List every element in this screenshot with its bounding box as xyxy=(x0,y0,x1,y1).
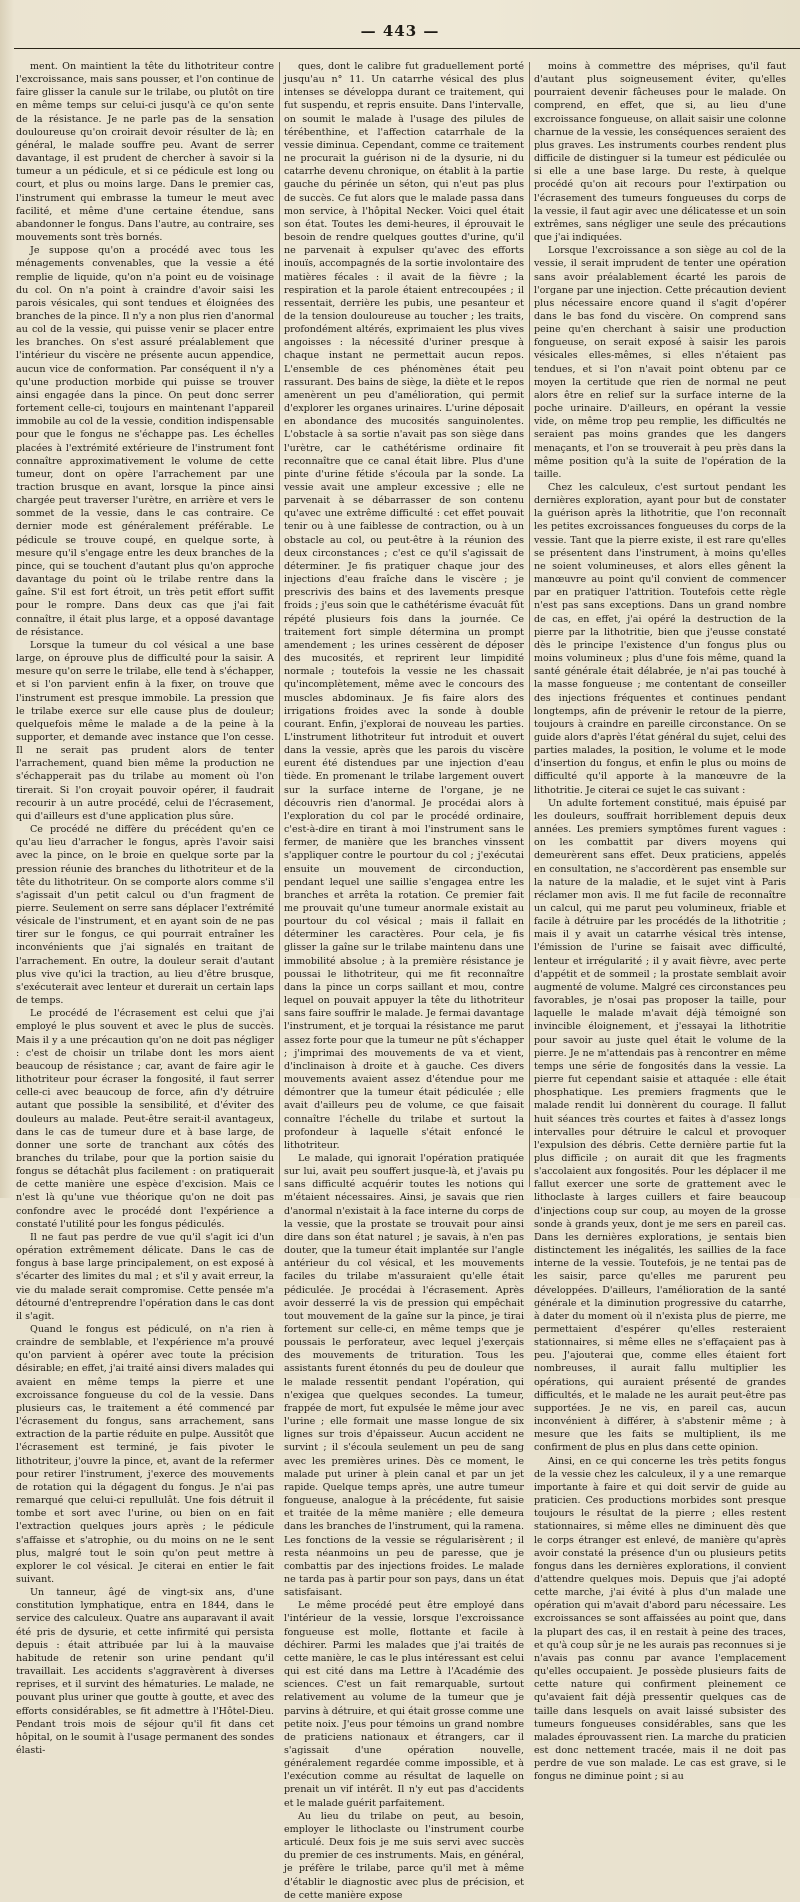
paragraph: Ainsi, en ce qui concerne les très petits fongus de la vessie chez les calculeux, il y a une remarque importante à faire et qui doit servir de guide au praticien. Ces productions morbides sont presque toujours le résultat de la pierre ; elles restent stationnaires, si même elles ne diminuent dès que le corps étranger est enlevé, de manière qu'après avoir constaté la présence d'un ou plusieurs petits fongus dans les dernières explorations, il convient d'attendre quelques mois. Depuis que j'ai adopté cette marche, j'ai évité à plus d'un malade une opération qui m'avait d'abord paru nécessaire. Les excroissances se sont affaissées au point que, dans la plupart des cas, il en restait à peine des traces, et qu'à coup sûr je ne les aurais pas reconnues si je n'avais pas connu par avance l'emplacement qu'elles occupaient. Je possède plusieurs faits de cette nature qui confirment pleinement ce qu'avaient fait déjà pressentir quelques cas de taille dans lesquels on avait laissé subsister des tumeurs fongueuses considérables, sans que les malades éprouvassent rien. La marche du praticien est donc nettement tracée, mais il ne doit pas perdre de vue son malade. Le cas est grave, si le fongus ne diminue point ; si au xyxy=(534,1455,786,1783)
column-divider xyxy=(279,62,280,1187)
paragraph: Chez les calculeux, c'est surtout pendant les dernières exploration, ayant pour but de constater la guérison après la lithotritie, que l'on reconnaît les petites excroissances fongueuses du corps de la vessie. Tant que la pierre existe, il est rare qu'elles se présentent dans l'instrument, à moins qu'elles ne soient volumineuses, et alors elles gênent la manœuvre au point qu'il convient de commencer par en pratiquer l'attrition. Toutefois cette règle n'est pas sans exceptions. Dans un grand nombre de cas, en effet, j'ai opéré la destruction de la pierre par la lithotritie, bien que j'eusse constaté dès le principe l'existence d'un fongus plus ou moins volumineux ; plus d'une fois même, quand la santé générale était délabrée, je n'ai pas touché à la masse fongueuse ; me contentant de conseiller des injections fréquentes et continues pendant longtemps, afin de prévenir le retour de la pierre, toujours à craindre en pareille circonstance. On se guide alors d'après l'état général du sujet, celui des parties malades, la position, le volume et le mode d'insertion du fongus, et enfin le plus ou moins de difficulté qu'il apporte à la manœuvre de la lithotritie. Je citerai ce sujet le cas suivant : xyxy=(534,482,786,796)
paragraph: Le malade, qui ignorait l'opération pratiquée sur lui, avait peu souffert jusque-là, et j'avais pu sans difficulté acquérir toutes les notions qui m'étaient nécessaires. Ainsi, je savais que rien d'anormal n'existait à la face interne du corps de la vessie, que la prostate se trouvait pour ainsi dire dans son état naturel ; je savais, à n'en pas douter, que la tumeur était implantée sur l'angle antérieur du col vésical, et les mouvements faciles du trilabe m'assuraient qu'elle était pédiculée. Je procédai à l'écrasement. Après avoir desserré la vis de pression qui empêchait tout mouvement de la gaîne sur la pince, je tirai fortement sur celle-ci, en même temps que je poussais le perforateur, avec lequel j'exerçais des mouvements de trituration. Tous les assistants furent étonnés du peu de douleur que le malade ressentit pendant l'opération, qui n'exigea que quelques secondes. La tumeur, frappée de mort, fut expulsée le même jour avec l'urine ; elle formait une masse longue de six lignes sur trois d'épaisseur. Aucun accident ne survint ; il s'écoula seulement un peu de sang avec les premières urines. Dès ce moment, le malade put uriner à plein canal et par un jet rapide. Quelque temps après, une autre tumeur fongueuse, analogue à la précédente, fut saisie et traitée de la même manière ; elle demeura dans les branches de l'instrument, qui la ramena. Les fonctions de la vessie se régularisèrent ; il resta néanmoins un peu de paresse, que je combattis par des injections froides. Le malade ne tarda pas à partir pour son pays, dans un état satisfaisant. xyxy=(284,1152,524,1599)
paragraph: Un adulte fortement constitué, mais épuisé par les douleurs, souffrait horriblement depuis deux années. Les premiers symptômes furent vagues : on les combattit par divers moyens qui demeurèrent sans effet. Deux praticiens, appelés en consultation, ne s'accordèrent pas ensemble sur la nature de la maladie, et le sujet vint à Paris réclamer mon avis. Il me fut facile de reconnaître un calcul, qui me parut peu volumineux, friable et facile à détruire par les procédés de la lithotritie ; mais il y avait un catarrhe vésical très intense, l'émission de l'urine se faisait avec difficulté, lenteur et irrégularité ; il y avait fièvre, avec perte d'appétit et de sommeil ; la prostate semblait avoir augmenté de volume. Malgré ces circonstances peu favorables, je n'osai pas proposer la taille, pour laquelle le malade m'avait déjà témoigné son invincible éloignement, et j'essayai la lithotritie pour savoir au juste quel était le volume de la pierre. Je ne m'attendais pas à rencontrer en même temps une série de fongosités dans la vessie. La pierre fut cependant saisie et attaquée : elle était phosphatique. Les premiers fragments que le malade rendit lui donnèrent du courage. Il fallut huit séances très courtes et faites à d'assez longs intervalles pour détruire le calcul et provoquer l'expulsion des débris. Cette dernière partie fut la plus difficile ; on aurait dit que les fragments s'accolaient aux fongosités. Pour les déplacer il me fallut exercer une sorte de grattement avec le lithoclaste à larges cuillers et faire beaucoup d'injections coup sur coup, au moyen de la grosse sonde à grands yeux, dont je me sers en pareil cas. Dans les dernières explorations, je sentais bien distinctement les inégalités, les saillies de la face interne de la vessie. Toutefois, je ne tentai pas de les saisir, parce qu'elles me parurent peu développées. D'ailleurs, l'amélioration de la santé générale et la diminution progressive du catarrhe, à dater du moment où il n'exista plus de pierre, me permettaient d'espérer qu'elles resteraient stationnaires, si même elles ne s'effaçaient pas à peu. J'ajouterai que, comme elles étaient fort nombreuses, il aurait fallu multiplier les opérations, qui auraient présenté de grandes difficultés, et le malade ne les aurait peut-être pas supportées. Je ne vis, en pareil cas, aucun inconvénient à différer, à s'abstenir même ; à mesure que les faits se multiplient, ils me confirment de plus en plus dans cette opinion. xyxy=(534,797,786,1454)
paragraph: Un tanneur, âgé de vingt-six ans, d'une constitution lymphatique, entra en 1844, dans le service des calculeux. Quatre ans auparavant il avait été pris de dysurie, et cette infirmité qui persista depuis : était attribuée par lui à la mauvaise habitude de retenir son urine pendant qu'il travaillait. Les accidents s'aggravèrent à diverses reprises, et il survint des hématuries. Le malade, ne pouvant plus uriner que goutte à goutte, et avec des efforts considérables, se fit admettre à l'Hôtel-Dieu. Pendant trois mois de séjour qu'il fit dans cet hôpital, on le soumit à l'usage permanent des sondes élasti- xyxy=(16,1587,274,1756)
paragraph: Ce procédé ne diffère du précédent qu'en ce qu'au lieu d'arracher le fongus, après l'avoir saisi avec la pince, on le broie en quelque sorte par la pression réunie des branches du lithotriteur et de la tête du lithotriteur. On se comporte alors comme s'il s'agissait d'un petit calcul ou d'un fragment de pierre. Seulement on serre sans déplacer l'extrémité vésicale de l'instrument, et en ayant soin de ne pas tirer sur le fongus, ce qui pourrait entraîner les inconvénients que j'ai signalés en traitant de l'arrachement. En outre, la douleur serait d'autant plus vive qu'ici la traction, au lieu d'être brusque, s'exécuterait avec lenteur et durerait un certain laps de temps. xyxy=(16,824,274,1007)
text-column-3 xyxy=(534,60,786,1783)
paragraph: Il ne faut pas perdre de vue qu'il s'agit ici d'un opération extrêmement délicate. Dans le cas de fongus à base large principalement, on est exposé à s'écarter des limites du mal ; et s'il y avait erreur, la vie du malade serait compromise. Cette pensée m'a détourné d'entreprendre l'opération dans le cas dont il s'agit. xyxy=(16,1231,274,1322)
text-column-1 xyxy=(16,60,274,1756)
paragraph: Au lieu du trilabe on peut, au besoin, employer le lithoclaste ou l'instrument courbe articulé. Deux fois je me suis servi avec succès du premier de ces instruments. Mais, en général, je préfère le trilabe, parce qu'il met à même d'établir le diagnostic avec plus de précision, et de cette manière expose xyxy=(284,1810,524,1901)
header-rule xyxy=(14,48,800,49)
paragraph: Lorsque la tumeur du col vésical a une base large, on éprouve plus de difficulté pour la saisir. A mesure qu'on serre le trilabe, elle tend à s'échapper, et si l'on parvient enfin à la fixer, on trouve que l'instrument est presque immobile. La pression que le trilabe exerce sur elle cause plus de douleur; quelquefois même le malade a de la peine à la supporter, et demande avec instance que l'on cesse. Il ne serait pas prudent alors de tenter l'arrachement, quand bien même la production ne s'échapperait pas du trilabe au moment où l'on tirerait. Si l'on croyait pouvoir opérer, il faudrait recourir à un autre procédé, celui de l'écrasement, qui d'ailleurs est d'une application plus sûre. xyxy=(16,639,274,822)
page-number: — 443 — xyxy=(360,22,440,40)
column-divider xyxy=(529,62,530,1187)
paragraph: ment. On maintient la tête du lithotriteur contre l'excroissance, mais sans pousser, et l'on continue de faire glisser la canule sur le trilabe, ou plutôt on tire en même temps sur celui-ci jusqu'à ce qu'on sente de la résistance. Je ne parle pas de la sensation douloureuse qu'on croirait devoir résulter de là; en général, le malade souffre peu. Avant de serrer davantage, il est prudent de chercher à savoir si la tumeur a un pédicule, et si ce pédicule est long ou court, et plus ou moins large. Dans le premier cas, l'instrument qui embrasse la tumeur le meut avec facilité, et même d'une certaine étendue, sans abandonner le fongus. Dans l'autre, au contraire, ses mouvements sont très bornés. xyxy=(16,61,274,244)
paragraph: ques, dont le calibre fut graduellement porté jusqu'au n° 11. Un catarrhe vésical des plus intenses se développa durant ce traitement, qui fut suspendu, et repris ensuite. Dans l'intervalle, on soumit le malade à l'usage des pilules de térébenthine, et l'affection catarrhale de la vessie diminua. Cependant, comme ce traitement ne procurait la guérison ni de la dysurie, ni du catarrhe devenu chronique, on établit à la partie gauche du périnée un séton, qui n'eut pas plus de succès. Ce fut alors que le malade passa dans mon service, à l'hôpital Necker. Voici quel était son état. Toutes les demi-heures, il éprouvait le besoin de rendre quelques gouttes d'urine, qu'il ne parvenait à expulser qu'avec des efforts inouïs, accompagnés de la sortie involontaire des matières fécales : il avait de la fièvre ; la respiration et la parole étaient entrecoupées ; il ressentait, derrière les pubis, une pesanteur et de la tension douloureuse au toucher ; les traits, profondément altérés, exprimaient les plus vives angoisses : la nécessité d'uriner presque à chaque instant ne permettait aucun repos. L'ensemble de ces phénomènes était peu rassurant. Des bains de siège, la diète et le repos amenèrent un peu d'amélioration, qui permit d'explorer les organes urinaires. L'urine déposait en abondance des mucosités sanguinolentes. L'obstacle à sa sortie n'avait pas son siège dans l'urètre, car le cathétérisme ordinaire fit reconnaître que ce canal était libre. Plus d'une pinte d'urine fétide s'écoula par la sonde. La vessie avait une ampleur excessive ; elle ne parvenait à se débarrasser de son contenu qu'avec une extrême difficulté : cet effet pouvait tenir ou à une faiblesse de contraction, ou à un obstacle au col, ou peut-être à la réunion des deux circonstances ; c'est ce qu'il s'agissait de déterminer. Je fis pratiquer chaque jour des injections d'eau fraîche dans le viscère ; je prescrivis des bains et des lavements presque froids ; j'eus soin que le cathétérisme évacuât fût répété plusieurs fois dans la journée. Ce traitement fort simple détermina un prompt amendement ; les urines cessèrent de déposer des mucosités, et reprirent leur limpidité normale ; toutefois la vessie ne les chassait qu'incomplètement, même avec le concours des muscles abdominaux. Je fis faire alors des irrigations froides avec la sonde à double courant. Enfin, j'explorai de nouveau les parties. L'instrument lithotriteur fut introduit et ouvert dans la vessie, après que les parois du viscère eurent été distendues par une injection d'eau tiède. En promenant le trilabe largement ouvert sur la surface interne de l'organe, je ne découvris rien d'anormal. Je procédai alors à l'exploration du col par le procédé ordinaire, c'est-à-dire en tirant à moi l'instrument sans le fermer, de manière que les branches vinssent s'appliquer contre le pourtour du col ; j'exécutai ensuite un mouvement de circonduction, pendant lequel une saillie s'engagea entre les branches et arrêta la rotation. Ce premier fait me prouvait qu'une tumeur anormale existait au pourtour du col vésical ; mais il fallait en déterminer les caractères. Pour cela, je fis glisser la gaîne sur le trilabe maintenu dans une immobilité absolue ; à la première résistance je poussai le lithotriteur, qui me fit reconnaître dans la pince un corps saillant et mou, contre lequel on pouvait appuyer la tête du lithotriteur sans faire souffrir le malade. Je fermai davantage l'instrument, et je torquai la résistance me parut assez forte pour que la tumeur ne pût s'échapper ; j'imprimai des mouvements de va et vient, d'inclinaison à droite et à gauche. Ces divers mouvements avaient assez d'étendue pour me démontrer que la tumeur était pédiculée ; elle avait d'ailleurs peu de volume, ce que faisait connaître l'échelle du trilabe et surtout la profondeur à laquelle s'était enfoncé le lithotriteur. xyxy=(284,61,524,1151)
paragraph: Lorsque l'excroissance a son siège au col de la vessie, il serait imprudent de tenter une opération sans avoir préalablement écarté les parois de l'organe par une injection. Cette précaution devient plus nécessaire encore quand il s'agit d'opérer dans le bas fond du viscère. On comprend sans peine qu'en cherchant à saisir une production fongueuse, on serait exposé à saisir les parois vésicales elles-mêmes, si elles n'étaient pas tendues, et si l'on n'avait point obtenu par ce moyen la certitude que rien de normal ne peut alors être en relief sur la surface interne de la poche urinaire. D'ailleurs, en opérant la vessie vide, on même trop peu remplie, les difficultés ne seraient pas moins grandes que les dangers menaçants, et l'on se trouverait à peu près dans la même position qu'à la suite de l'opération de la taille. xyxy=(534,245,786,480)
paragraph: Quand le fongus est pédiculé, on n'a rien à craindre de semblable, et l'expérience m'a prouvé qu'on parvient à opérer avec toute la précision désirable; en effet, j'ai traité ainsi divers malades qui avaient en même temps la pierre et une excroissance fongueuse du col de la vessie. Dans plusieurs cas, le traitement a été commencé par l'écrasement du fongus, sans arrachement, sans extraction de la partie réduite en pulpe. Aussitôt que l'écrasement est terminé, je fais pivoter le lithotriteur, j'ouvre la pince, et, avant de la refermer pour retirer l'instrument, j'exerce des mouvements de rotation qui la dégagent du fongus. Je n'ai pas remarqué que celui-ci repullulât. Une fois détruit il tombe et sort avec l'urine, ou bien on en fait l'extraction quelques jours après ; le pédicule s'affaisse et s'atrophie, ou du moins on ne le sent plus, malgré tout le soin qu'on peut mettre à explorer le col vésical. Je citerai en entier le fait suivant. xyxy=(16,1324,274,1585)
paragraph: Le même procédé peut être employé dans l'intérieur de la vessie, lorsque l'excroissance fongueuse est molle, flottante et facile à déchirer. Parmi les malades que j'ai traités de cette manière, le cas le plus intéressant est celui qui est cité dans ma Lettre à l'Académie des sciences. C'est un fait remarquable, surtout relativement au volume de la tumeur que je parvins à détruire, et qui était grosse comme une petite noix. J'eus pour témoins un grand nombre de praticiens nationaux et étrangers, car il s'agissait d'une opération nouvelle, généralement regardée comme impossible, et à l'exécution comme au résultat de laquelle on prenait un vif intérêt. Il n'y eut pas d'accidents et le malade guérit parfaitement. xyxy=(284,1600,524,1809)
paragraph: Le procédé de l'écrasement est celui que j'ai employé le plus souvent et avec le plus de succès. Mais il y a une précaution qu'on ne doit pas négliger : c'est de choisir un trilabe dont les mors aient beaucoup de résistance ; car, avant de faire agir le lithotriteur pour écraser la fongosité, il faut serrer celle-ci avec beaucoup de force, afin d'y détruire autant que possible la sensibilité, et d'éviter des douleurs au malade. Peut-être serait-il avantageux, dans le cas de tumeur dure et à base large, de donner une sorte de tranchant aux côtés des branches du trilabe, pour que la portion saisie du fongus se détachât plus facilement : on pratiquerait de cette manière une espèce d'excision. Mais ce n'est là qu'une vue théorique qu'on ne doit pas confondre avec le procédé dont l'expérience a constaté l'utilité pour les fongus pédiculés. xyxy=(16,1008,274,1230)
text-column-2 xyxy=(284,60,524,1901)
paragraph: moins à commettre des méprises, qu'il faut d'autant plus soigneusement éviter, qu'elles pourraient devenir fâcheuses pour le malade. On comprend, en effet, que si, au lieu d'une excroissance fongueuse, on allait saisir une colonne charnue de la vessie, les conséquences seraient des plus graves. Les instruments courbes rendent plus difficile de distinguer si la tumeur est pédiculée ou si elle a une base large. Du reste, à quelque procédé qu'on ait recours pour l'extirpation ou l'écrasement des tumeurs fongueuses du corps de la vessie, il faut agir avec une délicatesse et un soin extrêmes, sans négliger une seule des précautions que j'ai indiquées. xyxy=(534,61,786,244)
paragraph: Je suppose qu'on a procédé avec tous les ménagements convenables, que la vessie a été remplie de liquide, qu'on n'a point eu de voisinage du col. On n'a point à craindre d'avoir saisi les parois vésicales, qui sont tendues et éloignées des branches de la pince. Il n'y a non plus rien d'anormal au col de la vessie, qui puisse venir se placer entre les branches. On s'est assuré préalablement que l'intérieur du viscère ne présente aucun appendice, aucun vice de conformation. Par conséquent il n'y a qu'une production morbide qui puisse se trouver ainsi engagée dans la pince. On peut donc serrer fortement celle-ci, toujours en maintenant l'appareil immobile au col de la vessie, condition indispensable pour que le fongus ne s'échappe pas. Les échelles placées à l'extrémité extérieure de l'instrument font connaître approximativement le volume de cette tumeur, dont on opère l'arrachement par une traction brusque en avant, lorsque la pince ainsi chargée peut traverser l'urètre, en arrière et vers le sommet de la vessie, dans le cas contraire. Ce dernier mode est généralement préférable. Le pédicule se trouve coupé, en quelque sorte, à mesure qu'il s'engage entre les deux branches de la pince, qui se touchent d'autant plus qu'on approche davantage du point où le trilabe rentre dans la gaîne. S'il est fort étroit, un très petit effort suffit pour le rompre. Dans deux cas que j'ai fait connaître, il était plus large, et a opposé davantage de résistance. xyxy=(16,245,274,638)
